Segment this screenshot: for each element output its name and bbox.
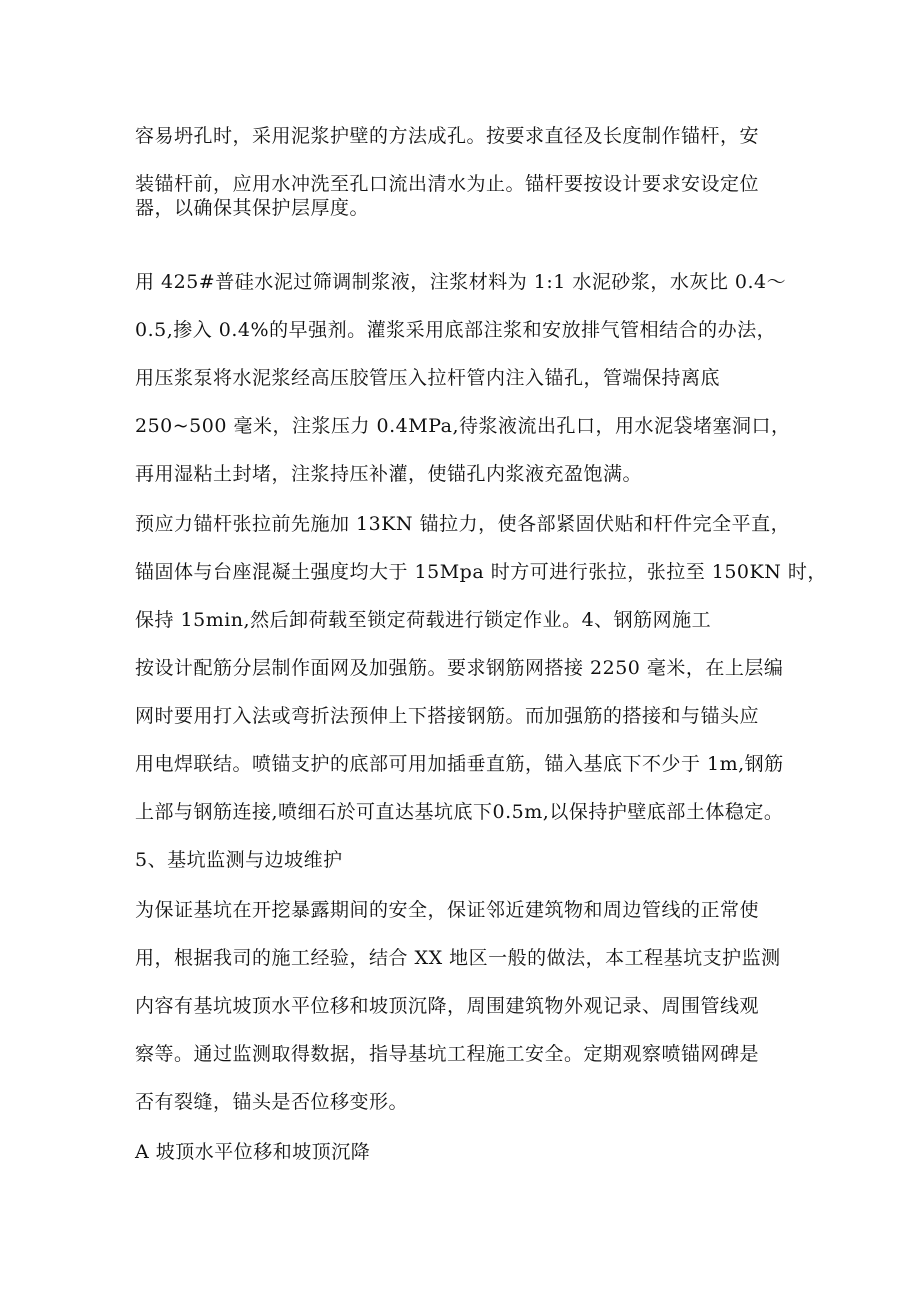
- text-line: 察等。通过监测取得数据，指导基坑工程施工安全。定期观察喷锚网碑是: [135, 1043, 760, 1065]
- text-line: 装锚杆前，应用水冲洗至孔口流出清水为止。锚杆要按设计要求安设定位: [135, 173, 760, 195]
- text-line: 按设计配筋分层制作面网及加强筋。要求钢筋网搭接 2250 毫米，在上层编: [135, 657, 784, 679]
- text-line: 再用湿粘土封堵，注浆持压补灌，使锚孔内浆液充盈饱满。: [135, 463, 643, 485]
- text-line: 网时要用打入法或弯折法预伸上下搭接钢筋。而加强筋的搭接和与锚头应: [135, 705, 760, 727]
- text-line: 锚固体与台座混凝土强度均大于 15Mpa 时方可进行张拉，张拉至 150KN 时，: [135, 561, 827, 583]
- text-line: 用 425#普硅水泥过筛调制浆液，注浆材料为 1:1 水泥砂浆，水灰比 0.4～: [135, 271, 787, 293]
- text-line: 0.5,掺入 0.4%的早强剂。灌浆采用底部注浆和安放排气管相结合的办法，: [135, 319, 777, 341]
- text-line: 器，以确保其保护层厚度。: [135, 197, 370, 219]
- text-line: 用，根据我司的施工经验，结合 XX 地区一般的做法，本工程基坑支护监测: [135, 947, 781, 969]
- text-line: 否有裂缝，锚头是否位移变形。: [135, 1091, 409, 1113]
- text-line: 用电焊联结。喷锚支护的底部可用加插垂直筋，锚入基底下不少于 1m,钢筋: [135, 753, 784, 775]
- text-line: 250~500 毫米，注浆压力 0.4MPa,待浆液流出孔口，用水泥袋堵塞洞口，: [135, 415, 791, 437]
- subsection-heading: A 坡顶水平位移和坡顶沉降: [135, 1141, 371, 1163]
- text-line: 内容有基坑坡顶水平位移和坡顶沉降，周围建筑物外观记录、周围管线观: [135, 995, 760, 1017]
- section-heading: 5、基坑监测与边坡维护: [135, 849, 343, 871]
- text-line: 保持 15min,然后卸荷载至锁定荷载进行锁定作业。4、钢筋网施工: [135, 609, 712, 631]
- text-line: 上部与钢筋连接,喷细石於可直达基坑底下0.5m,以保持护壁底部土体稳定。: [135, 801, 784, 823]
- text-line: 为保证基坑在开挖暴露期间的安全，保证邻近建筑物和周边管线的正常使: [135, 899, 760, 921]
- text-line: 预应力锚杆张拉前先施加 13KN 锚拉力，使各部紧固伏贴和杆件完全平直，: [135, 513, 791, 535]
- text-line: 用压浆泵将水泥浆经高压胶管压入拉杆管内注入锚孔，管端保持离底: [135, 367, 721, 389]
- text-line: 容易坍孔时，采用泥浆护壁的方法成孔。按要求直径及长度制作锚杆，安: [135, 125, 760, 147]
